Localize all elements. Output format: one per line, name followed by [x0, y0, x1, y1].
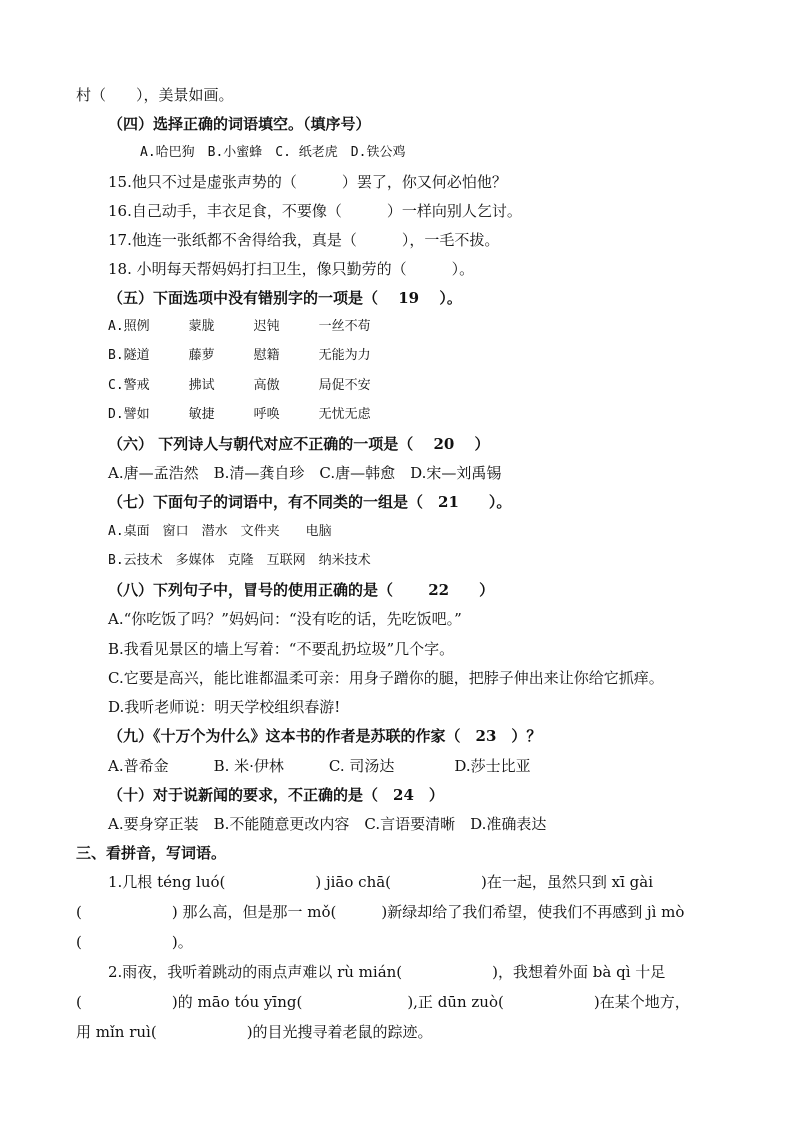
option-line: A.桌面 窗口 潜水 文件夹 电脑 — [108, 524, 332, 539]
section-heading: （十）对于说新闻的要求，不正确的是（ 24 ） — [108, 786, 444, 804]
option-line: A.照例 蒙胧 迟钝 一丝不苟 — [108, 319, 371, 334]
section-heading: （四）选择正确的词语填空。（填序号） — [108, 115, 371, 133]
option-line: B.隧道 藤萝 慰籍 无能为力 — [108, 348, 371, 363]
text-line: 村（ ），美景如画。 — [76, 86, 234, 104]
option-line: A.普希金 B. 米·伊林 C. 司汤达 D.莎士比亚 — [108, 757, 531, 775]
section-heading: （八）下列句子中，冒号的使用正确的是（ 22 ） — [108, 581, 495, 599]
question-line: 16.自己动手，丰衣足食，不要像（ ）一样向别人乞讨。 — [108, 202, 522, 220]
pinyin-line: 2.雨夜，我听着跳动的雨点声难以 rù mián( )，我想着外面 bà qì 十足 — [108, 963, 666, 981]
option-line: C.警戒 拂试 高傲 局促不安 — [108, 378, 371, 393]
pinyin-line: ( )的 māo tóu yīng( ),正 dūn zuò( )在某个地方， — [76, 993, 690, 1011]
option-line: A.“你吃饭了吗？”妈妈问：“没有吃的话，先吃饭吧。” — [108, 610, 462, 628]
section-heading: （七）下面句子的词语中，有不同类的一组是（ 21 ）。 — [108, 493, 512, 511]
pinyin-line: 用 mǐn ruì( )的目光搜寻着老鼠的踪迹。 — [76, 1023, 433, 1041]
option-line: C.它要是高兴，能比谁都温柔可亲：用身子蹭你的腿，把脖子伸出来让你给它抓痒。 — [108, 669, 664, 687]
option-line: D.譬如 敏捷 呼唤 无忧无虑 — [108, 407, 371, 422]
question-line: 17.他连一张纸都不舍得给我，真是（ ），一毛不拔。 — [108, 231, 500, 249]
part-heading: 三、看拼音，写词语。 — [76, 844, 227, 862]
pinyin-line: 1.几根 téng luó( ) jiāo chā( )在一起，虽然只到 xī gài — [108, 873, 654, 891]
pinyin-line: ( )。 — [76, 933, 193, 951]
pinyin-line: ( ) 那么高，但是那一 mǒ( )新绿却给了我们希望，使我们不再感到 jì mò — [76, 903, 685, 921]
question-line: 18. 小明每天帮妈妈打扫卫生，像只勤劳的（ ）。 — [108, 260, 475, 278]
section-heading: （六） 下列诗人与朝代对应不正确的一项是（ 20 ） — [108, 435, 490, 453]
option-line: A.唐—孟浩然 B.清—龚自珍 C.唐—韩愈 D.宋—刘禹锡 — [108, 464, 502, 482]
section-heading: （五）下面选项中没有错别字的一项是（ 19 ）。 — [108, 289, 462, 307]
question-line: 15.他只不过是虚张声势的（ ）罢了，你又何必怕他？ — [108, 173, 507, 191]
option-line: B.我看见景区的墙上写着：“不要乱扔垃圾”几个字。 — [108, 640, 455, 658]
section-heading: （九）《十万个为什么》这本书的作者是苏联的作家（ 23 ）？ — [108, 727, 542, 745]
option-line: A.哈巴狗 B.小蜜蜂 C. 纸老虎 D.铁公鸡 — [140, 145, 406, 160]
option-line: B.云技术 多媒体 克隆 互联网 纳米技术 — [108, 553, 371, 568]
option-line: D.我听老师说：明天学校组织春游! — [108, 698, 341, 716]
option-line: A.要身穿正装 B.不能随意更改内容 C.言语要清晰 D.准确表达 — [108, 815, 547, 833]
